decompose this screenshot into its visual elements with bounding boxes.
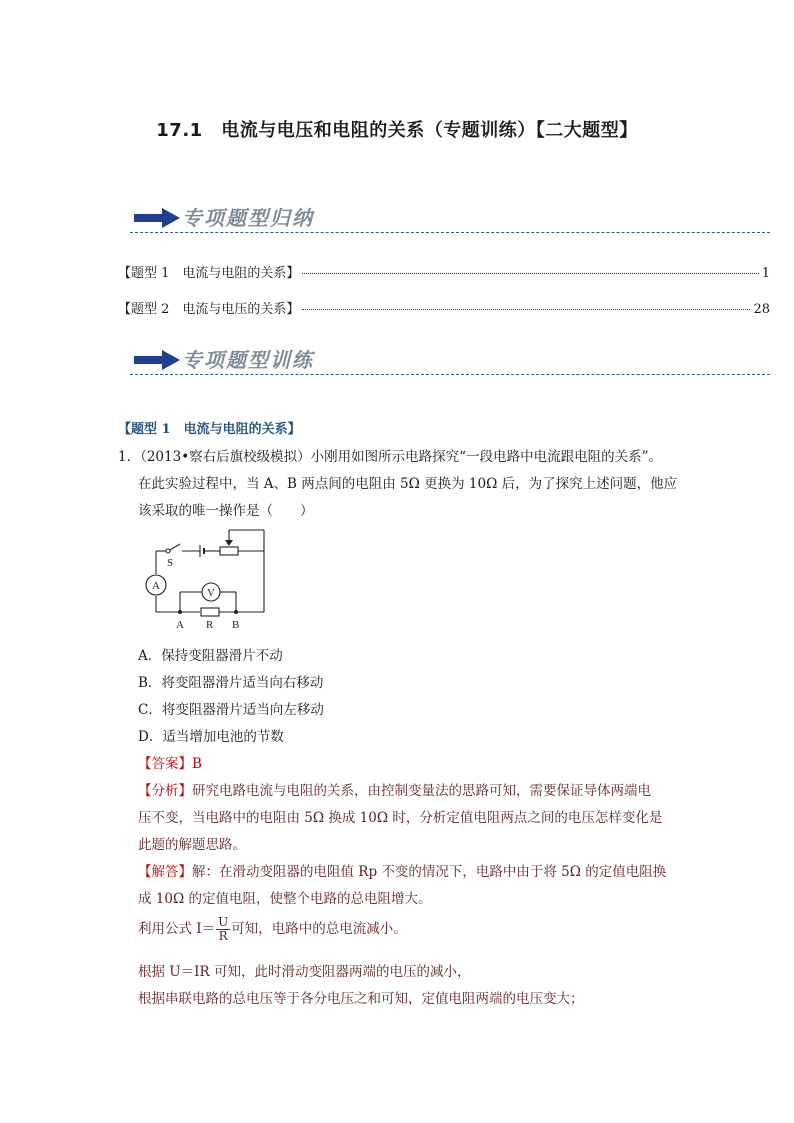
analysis-tag: 【分析】: [138, 783, 192, 799]
toc-label: 【题型 2 电流与电压的关系】: [118, 302, 300, 317]
toc-item-1[interactable]: [118, 262, 770, 281]
circuit-diagram: [138, 526, 278, 634]
voltmeter-label: V: [207, 587, 215, 599]
ammeter-label: A: [152, 580, 160, 592]
toc-leader: [302, 309, 750, 310]
solution-u-ir-line: 根据 U＝IR 可知，此时滑动变阻器两端的电压的减小，: [138, 964, 471, 980]
rheostat-slider-icon: [225, 540, 233, 546]
fraction-u-over-r: $\frac{U}{R}$: [218, 915, 229, 943]
switch-label: S: [167, 557, 174, 569]
arrow-right-icon: [134, 208, 180, 228]
point-a-label: A: [176, 619, 184, 631]
question-number: 1．: [118, 449, 141, 465]
solution-tag: 【解答】: [138, 864, 192, 880]
point-b-label: B: [232, 619, 240, 631]
solution-line2: 成 10Ω 的定值电阻，使整个电路的总电阻增大。: [138, 891, 432, 907]
question-stem-line2: 在此实验过程中，当 A、B 两点间的电阻由 5Ω 更换为 10Ω 后，为了探究上述问题，他应: [138, 476, 678, 492]
option-d[interactable]: D．适当增加电池的节数: [138, 729, 284, 745]
banner-summary: [130, 200, 770, 236]
option-c[interactable]: C．将变阻器滑片适当向左移动: [138, 702, 324, 718]
analysis-line3: 此题的解题思路。: [138, 837, 246, 853]
banner-training: [130, 342, 770, 378]
toc-page: 28: [753, 302, 770, 317]
option-b[interactable]: B．将变阻器滑片适当向右移动: [138, 675, 324, 691]
question-stem-line3: 该采取的唯一操作是（ ）: [138, 503, 314, 519]
solution-line1: 【解答】解：在滑动变阻器的电阻值 Rp 不变的情况下，电路中由于将 5Ω 的定值电阻换: [138, 864, 667, 880]
formula-line: 利用公式 I＝ $\frac{U}{R}$ 可知，电路中的总电流减小。: [138, 915, 407, 943]
arrow-right-icon: [134, 350, 180, 370]
toc-leader: [302, 273, 758, 274]
banner-divider: [130, 374, 770, 375]
option-a[interactable]: A．保持变阻器滑片不动: [138, 648, 283, 664]
page-title: 17.1 电流与电压和电阻的关系（专题训练）【二大题型】: [156, 120, 638, 141]
toc-label: 【题型 1 电流与电阻的关系】: [118, 266, 300, 281]
toc-page: 1: [761, 266, 770, 281]
resistor-label: R: [206, 619, 214, 631]
solution-series-line: 根据串联电路的总电压等于各分电压之和可知，定值电阻两端的电压变大；: [138, 991, 584, 1007]
banner-summary-text: 专项题型归纳: [182, 206, 314, 230]
banner-training-text: 专项题型训练: [182, 348, 314, 372]
toc-item-2[interactable]: [118, 298, 770, 317]
answer-value: B: [192, 756, 202, 772]
section-heading: 【题型 1 电流与电阻的关系】: [118, 422, 301, 437]
analysis-line2: 压不变，当电路中的电阻由 5Ω 换成 10Ω 时，分析定值电阻两点之间的电压怎样变化是: [138, 810, 663, 826]
banner-divider: [130, 232, 770, 233]
answer-line: [138, 752, 202, 772]
answer-tag: 【答案】: [138, 756, 192, 772]
analysis-line1: 【分析】研究电路电流与电阻的关系，由控制变量法的思路可知，需要保证导体两端电: [138, 783, 651, 799]
question-stem-line1: 1．（2013•察右后旗校级模拟）小刚用如图所示电路探究“一段电路中电流跟电阻的关系”。: [118, 449, 662, 465]
